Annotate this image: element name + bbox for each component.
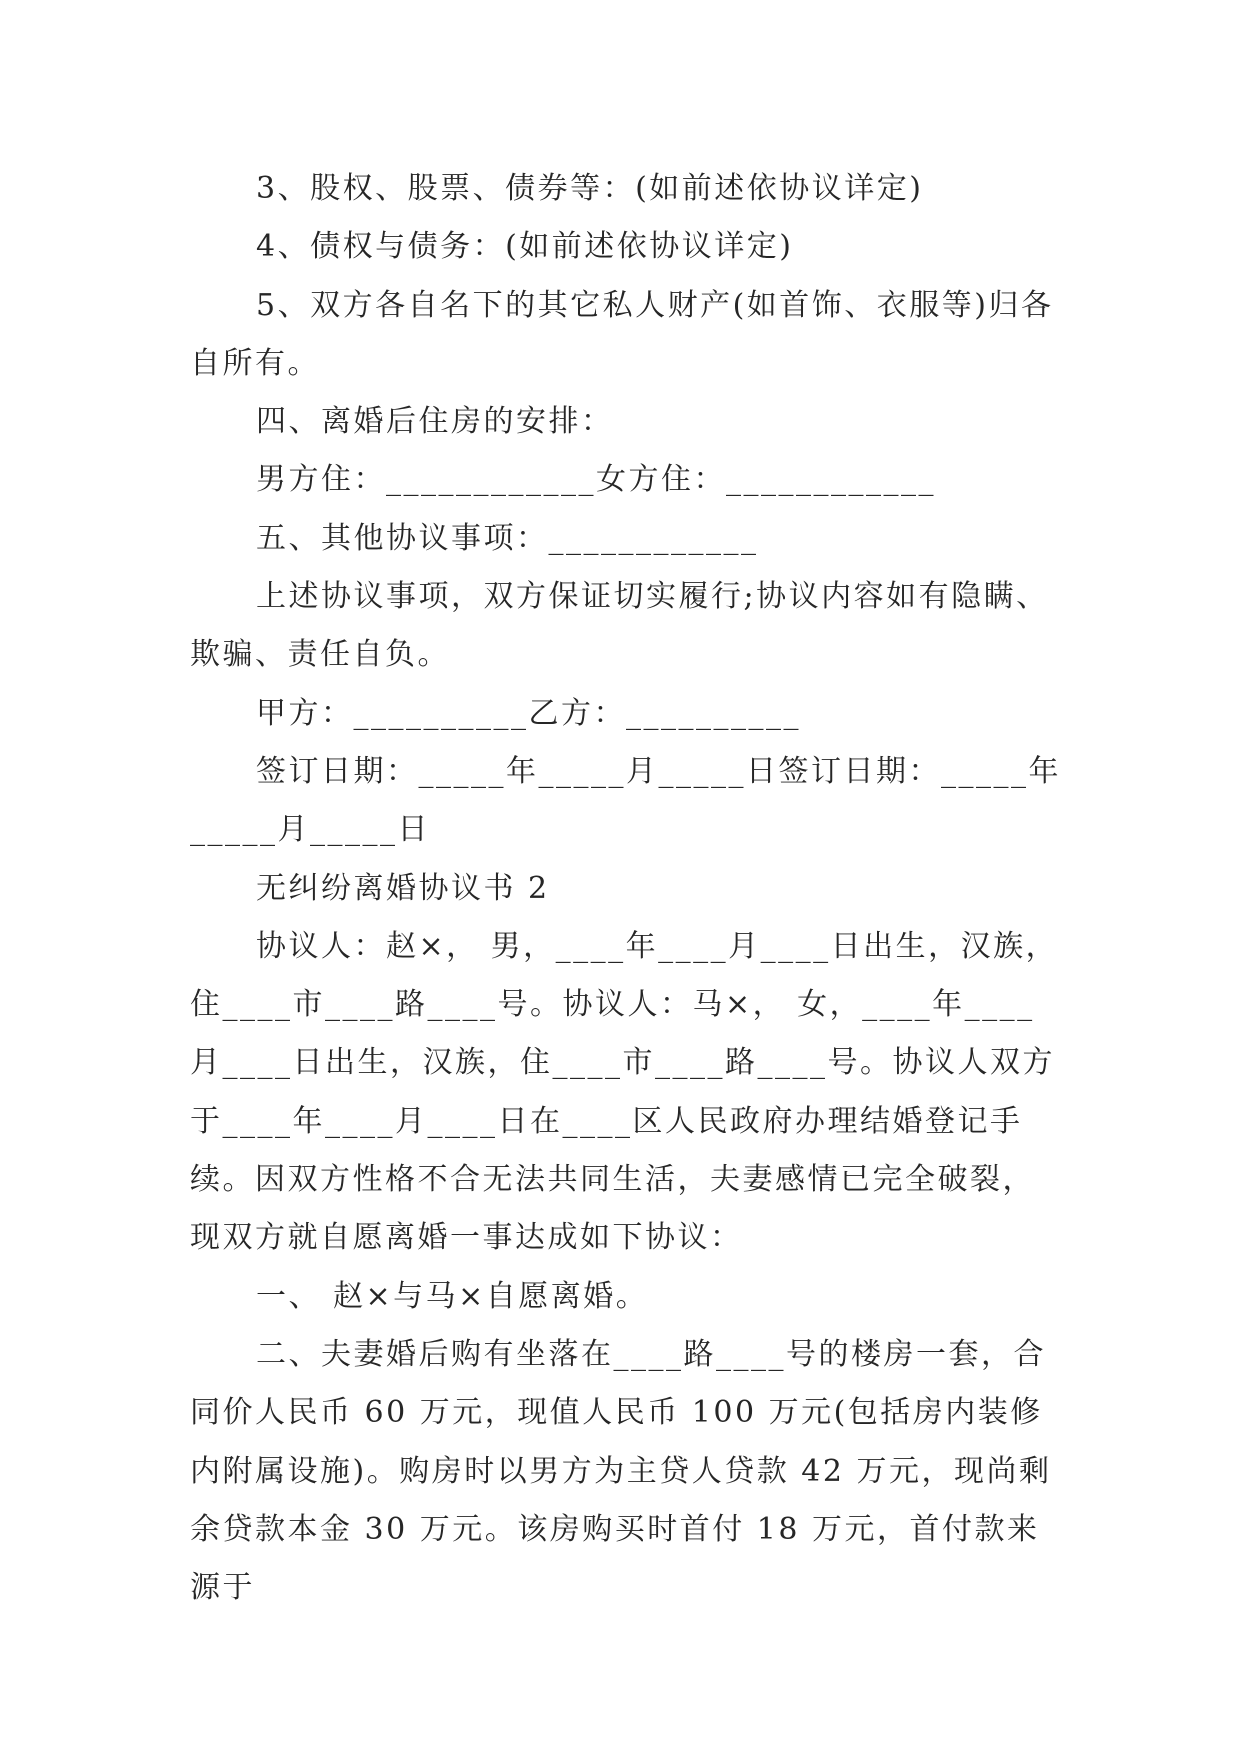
- document-body: [190, 160, 1062, 1617]
- clause-two-property: 二、夫妻婚后购有坐落在____路____号的楼房一套，合同价人民币 60 万元，现值人民币 100 万元(包括房内装修内附属设施)。购房时以男方为主贷人贷款 42 万元，现尚剩余贷款本金 30 万元。该房购买时首付 18 万元，首付款来源于: [190, 1336, 1052, 1606]
- paragraph-housing-fields: 男方住：____________女方住：____________: [256, 462, 936, 498]
- paragraph-stocks-bonds: 3、股权、股票、债券等：(如前述依协议详定): [256, 171, 924, 206]
- paragraph-personal-property: 5、双方各自名下的其它私人财产(如首饰、衣服等)归各自所有。: [190, 287, 1054, 381]
- paragraph-signature-parties: 甲方：__________乙方：__________: [256, 695, 801, 731]
- clause-one-divorce: 一、 赵×与马×自愿离婚。: [256, 1278, 649, 1314]
- paragraph-parties-intro: 协议人：赵×， 男，____年____月____日出生，汉族，住____市____路____号。协议人：马×， 女，____年____月____日出生，汉族，住____市____路____号。协议人双方于____年____月____日在____区人民政府办理结婚登记手续。因双方性格不合无法共同生活，夫妻感情已完全破裂，现双方就自愿离婚一事达成如下协议：: [190, 928, 1059, 1256]
- section-heading-other-matters: 五、其他协议事项：____________: [256, 520, 759, 556]
- paragraph-signing-dates: 签订日期：_____年_____月_____日签订日期：_____年_____月_____日: [190, 753, 1061, 848]
- paragraph-guarantee: 上述协议事项，双方保证切实履行;协议内容如有隐瞒、欺骗、责任自负。: [190, 579, 1049, 673]
- document-title-2: 无纠纷离婚协议书 2: [256, 870, 550, 906]
- paragraph-credits-debts: 4、债权与债务：(如前述依协议详定): [256, 229, 794, 265]
- section-heading-housing: 四、离婚后住房的安排：: [256, 404, 614, 440]
